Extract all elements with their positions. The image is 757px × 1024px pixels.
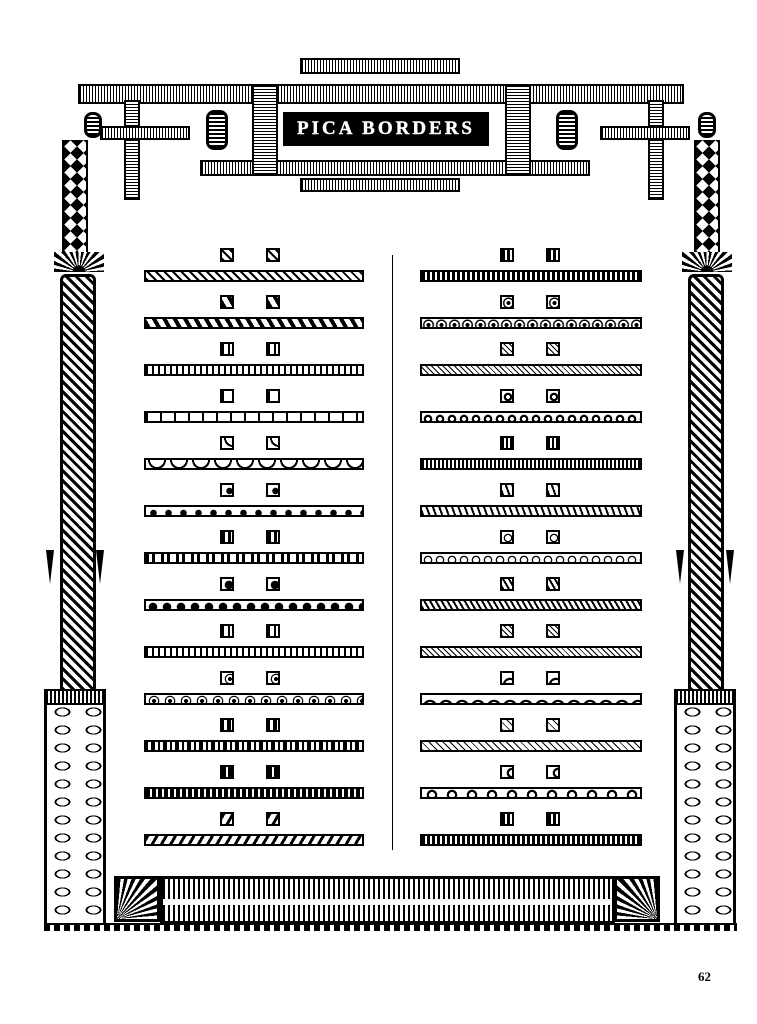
right-pedestal <box>674 700 736 930</box>
border-strip-diamond-chain <box>144 270 364 282</box>
border-unit-wave-scroll-2 <box>546 765 560 779</box>
left-column-shaft <box>60 274 96 694</box>
border-unit-diamond-chain-1 <box>220 248 234 262</box>
border-strip-wing-motif <box>144 834 364 846</box>
left-corner-scroll-icon <box>84 112 102 138</box>
base-ornament-band <box>160 876 615 924</box>
frame-right-post <box>505 84 531 176</box>
border-unit-flower-dot-1 <box>220 671 234 685</box>
border-unit-herringbone-1 <box>500 577 514 591</box>
border-unit-wave-scroll-1 <box>500 765 514 779</box>
border-unit-arch-band-1 <box>500 671 514 685</box>
border-unit-circle-knot-1 <box>500 530 514 544</box>
border-unit-x-lattice-2 <box>546 718 560 732</box>
border-unit-x-lattice-1 <box>500 718 514 732</box>
right-base-fan-icon <box>614 876 660 922</box>
column-divider <box>392 255 393 850</box>
border-unit-diamond-star-2 <box>266 577 280 591</box>
border-unit-cross-lattice-1 <box>500 342 514 356</box>
frame-left-drop <box>124 100 140 200</box>
left-scroll-icon <box>206 110 228 150</box>
border-strip-ring-band <box>420 411 642 423</box>
border-unit-ring-band-1 <box>500 389 514 403</box>
border-unit-star-chain-2 <box>546 295 560 309</box>
border-unit-swag-bow-2 <box>266 436 280 450</box>
border-strip-greek-key <box>144 364 364 376</box>
right-spear-icon-a <box>676 550 684 584</box>
left-spear-icon-a <box>46 550 54 584</box>
border-unit-greek-key-2 <box>266 342 280 356</box>
left-zigzag-band <box>62 140 88 260</box>
border-unit-leaf-crest-1 <box>500 248 514 262</box>
border-strip-rope-twist <box>144 317 364 329</box>
border-strip-square-rosette <box>144 411 364 423</box>
page-title: PICA BORDERS <box>297 118 475 139</box>
border-unit-square-box-1 <box>220 718 234 732</box>
border-unit-boxed-rosette-2 <box>266 530 280 544</box>
border-strip-drop-fringe <box>420 646 642 658</box>
border-unit-boxed-rosette-1 <box>220 530 234 544</box>
right-zigzag-band <box>694 140 720 260</box>
border-strip-swag-bow <box>144 458 364 470</box>
border-unit-circle-knot-2 <box>546 530 560 544</box>
border-unit-chain-band-2 <box>546 812 560 826</box>
border-strip-diamond-star <box>144 599 364 611</box>
base-checker-rule <box>44 923 737 931</box>
page-number: 62 <box>698 969 711 984</box>
right-scroll-icon <box>556 110 578 150</box>
left-spear-icon-b <box>96 550 104 584</box>
border-unit-fringe-tassel-2 <box>546 436 560 450</box>
border-unit-herringbone-2 <box>546 577 560 591</box>
title-plate <box>283 112 489 146</box>
border-unit-fleuron-dot-1 <box>220 483 234 497</box>
border-strip-arch-band <box>420 693 642 705</box>
right-capital-fan-icon <box>682 252 732 272</box>
border-unit-square-rosette-1 <box>220 389 234 403</box>
border-strip-fleuron-dot <box>144 505 364 517</box>
border-strip-square-box <box>144 740 364 752</box>
border-unit-square-rosette-2 <box>266 389 280 403</box>
left-base-fan-icon <box>114 876 160 922</box>
border-strip-leaf-crest <box>420 270 642 282</box>
border-unit-swag-bow-1 <box>220 436 234 450</box>
border-strip-chain-band <box>420 834 642 846</box>
border-unit-rope-twist-2 <box>266 295 280 309</box>
right-column-shaft <box>688 274 724 694</box>
border-unit-chain-band-1 <box>500 812 514 826</box>
frame-left-post <box>252 84 278 176</box>
border-unit-star-chain-1 <box>500 295 514 309</box>
border-unit-scroll-leaf-1 <box>500 483 514 497</box>
border-strip-scroll-leaf <box>420 505 642 517</box>
border-unit-drop-fringe-1 <box>500 624 514 638</box>
border-unit-square-box-2 <box>266 718 280 732</box>
border-unit-wing-motif-1 <box>220 812 234 826</box>
frame-top-bar <box>78 84 684 104</box>
border-strip-x-lattice <box>420 740 642 752</box>
border-unit-scroll-leaf-2 <box>546 483 560 497</box>
border-unit-meander-1 <box>220 624 234 638</box>
border-unit-meander-2 <box>266 624 280 638</box>
border-unit-leaf-crest-2 <box>546 248 560 262</box>
border-strip-star-chain <box>420 317 642 329</box>
border-strip-fringe-tassel <box>420 458 642 470</box>
border-unit-drop-fringe-2 <box>546 624 560 638</box>
border-unit-greek-key-1 <box>220 342 234 356</box>
border-unit-arch-band-2 <box>546 671 560 685</box>
border-unit-fleuron-dot-2 <box>266 483 280 497</box>
border-unit-fringe-tassel-1 <box>500 436 514 450</box>
border-strip-meander <box>144 646 364 658</box>
right-spear-icon-b <box>726 550 734 584</box>
border-unit-lozenge-band-1 <box>220 765 234 779</box>
left-capital-fan-icon <box>54 252 104 272</box>
border-unit-ring-band-2 <box>546 389 560 403</box>
border-strip-cross-lattice <box>420 364 642 376</box>
border-unit-rope-twist-1 <box>220 295 234 309</box>
border-strip-circle-knot <box>420 552 642 564</box>
border-strip-boxed-rosette <box>144 552 364 564</box>
border-unit-flower-dot-2 <box>266 671 280 685</box>
border-strip-wave-scroll <box>420 787 642 799</box>
frame-right-arm <box>600 126 690 140</box>
frame-crest-bar <box>300 58 460 74</box>
border-unit-lozenge-band-2 <box>266 765 280 779</box>
border-strip-flower-dot <box>144 693 364 705</box>
frame-right-drop <box>648 100 664 200</box>
border-unit-wing-motif-2 <box>266 812 280 826</box>
frame-left-arm <box>100 126 190 140</box>
border-unit-cross-lattice-2 <box>546 342 560 356</box>
border-strip-lozenge-band <box>144 787 364 799</box>
border-strip-herringbone <box>420 599 642 611</box>
border-unit-diamond-star-1 <box>220 577 234 591</box>
frame-bottom-bar <box>300 178 460 192</box>
left-pedestal <box>44 700 106 930</box>
right-corner-scroll-icon <box>698 112 716 138</box>
border-unit-diamond-chain-2 <box>266 248 280 262</box>
